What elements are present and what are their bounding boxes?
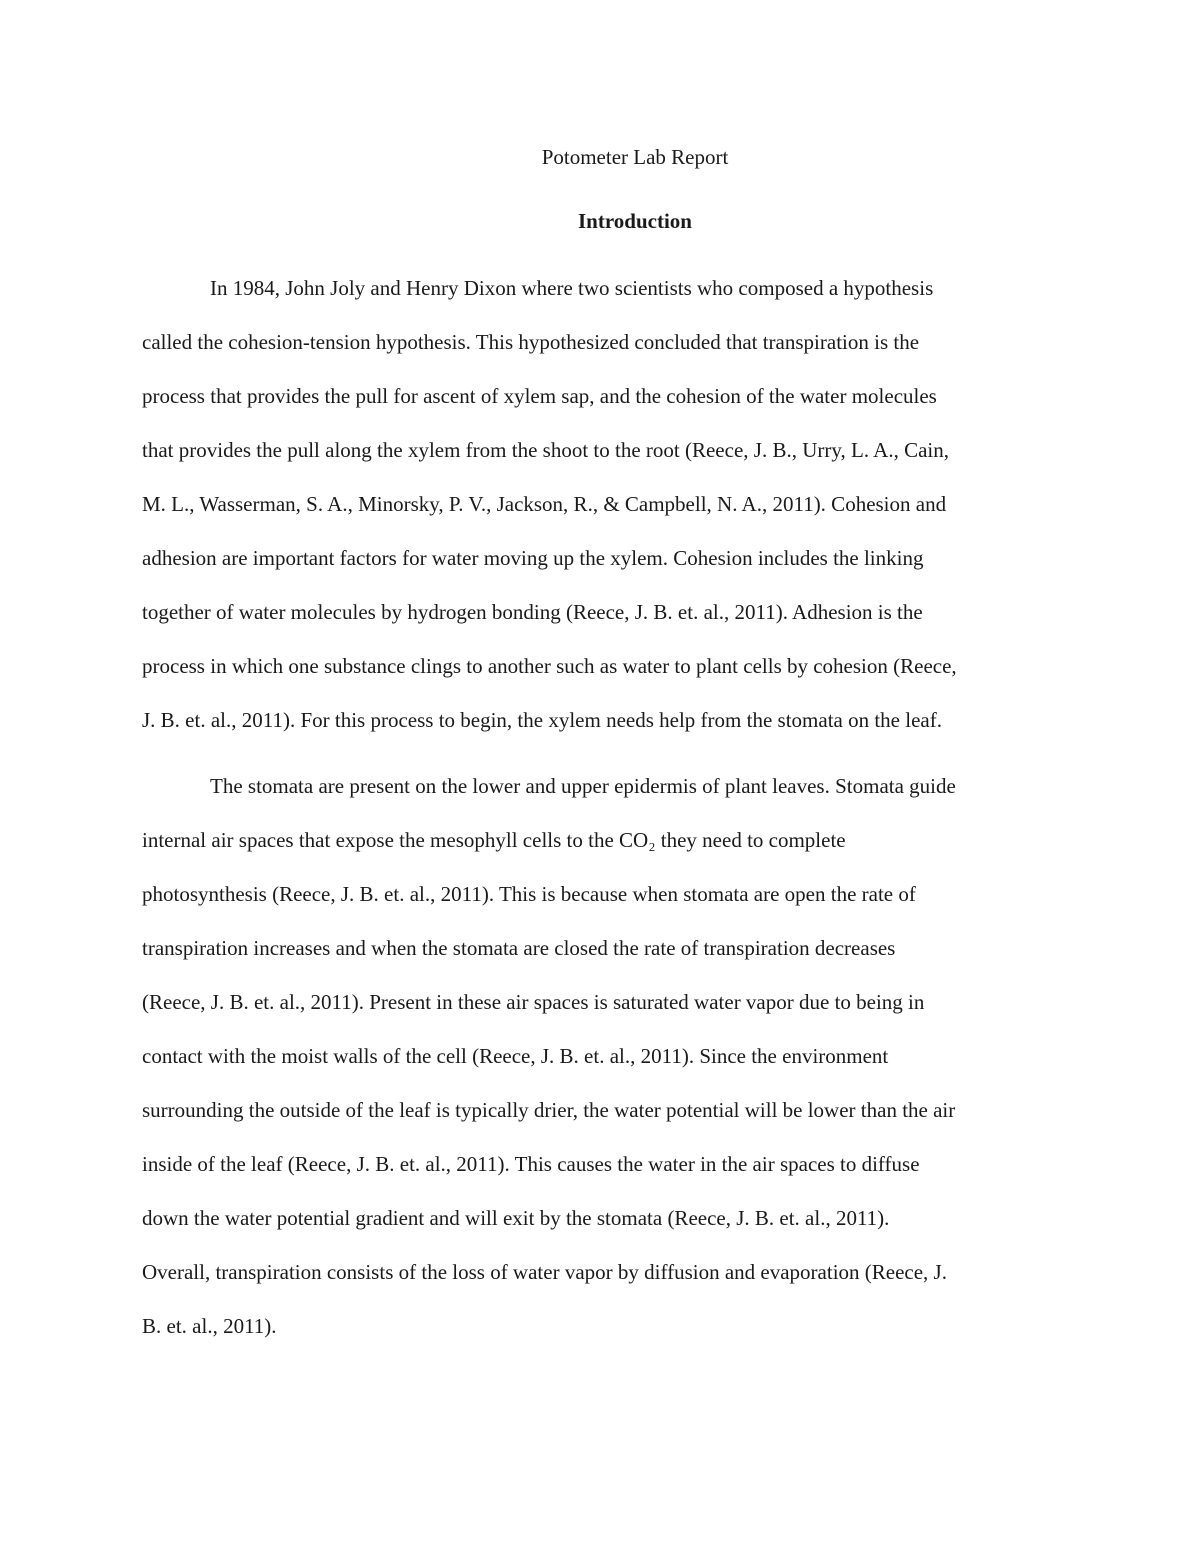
paragraph-line: J. B. et. al., 2011). For this process to begin, the xylem needs help from the stomata on the leaf. (142, 708, 942, 732)
paragraph-line: called the cohesion-tension hypothesis. This hypothesized concluded that transpiration is the (142, 330, 920, 354)
section-heading: Introduction (578, 209, 692, 233)
paragraph-line: Overall, transpiration consists of the loss of water vapor by diffusion and evaporation (Reece, J. (142, 1260, 947, 1284)
paragraph-1 (142, 261, 1062, 747)
paragraph-line: together of water molecules by hydrogen bonding (Reece, J. B. et. al., 2011). Adhesion is the (142, 600, 923, 624)
paragraph-line: surrounding the outside of the leaf is typically drier, the water potential will be lower than the air (142, 1098, 956, 1122)
paragraph-line: inside of the leaf (Reece, J. B. et. al., 2011). This causes the water in the air spaces to diffuse (142, 1152, 920, 1176)
paragraph-line: (Reece, J. B. et. al., 2011). Present in these air spaces is saturated water vapor due to being in (142, 990, 925, 1014)
paragraph-line: In 1984, John Joly and Henry Dixon where two scientists who composed a hypothesis (210, 276, 934, 300)
paragraph-line: M. L., Wasserman, S. A., Minorsky, P. V., Jackson, R., & Campbell, N. A., 2011). Cohesion and (142, 492, 947, 516)
paragraph-line: The stomata are present on the lower and upper epidermis of plant leaves. Stomata guide (210, 774, 956, 798)
paragraph-line: transpiration increases and when the stomata are closed the rate of transpiration decreases (142, 936, 896, 960)
paragraph-line: adhesion are important factors for water moving up the xylem. Cohesion includes the linking (142, 546, 924, 570)
paragraph-line: B. et. al., 2011). (142, 1314, 277, 1338)
paragraph-line: photosynthesis (Reece, J. B. et. al., 2011). This is because when stomata are open the rate of (142, 882, 916, 906)
paragraph-line: down the water potential gradient and will exit by the stomata (Reece, J. B. et. al., 2011). (142, 1206, 890, 1230)
paragraph-line: process that provides the pull for ascent of xylem sap, and the cohesion of the water molecules (142, 384, 937, 408)
paragraph-line: process in which one substance clings to another such as water to plant cells by cohesion (Reece, (142, 654, 957, 678)
paragraph-line: that provides the pull along the xylem from the shoot to the root (Reece, J. B., Urry, L. A., Cain, (142, 438, 949, 462)
paragraph-2 (142, 759, 1062, 1353)
paragraph-line: contact with the moist walls of the cell (Reece, J. B. et. al., 2011). Since the environment (142, 1044, 889, 1068)
paragraph-line: internal air spaces that expose the mesophyll cells to the CO₂ they need to complete (142, 828, 846, 852)
document-title: Potometer Lab Report (541, 145, 729, 169)
